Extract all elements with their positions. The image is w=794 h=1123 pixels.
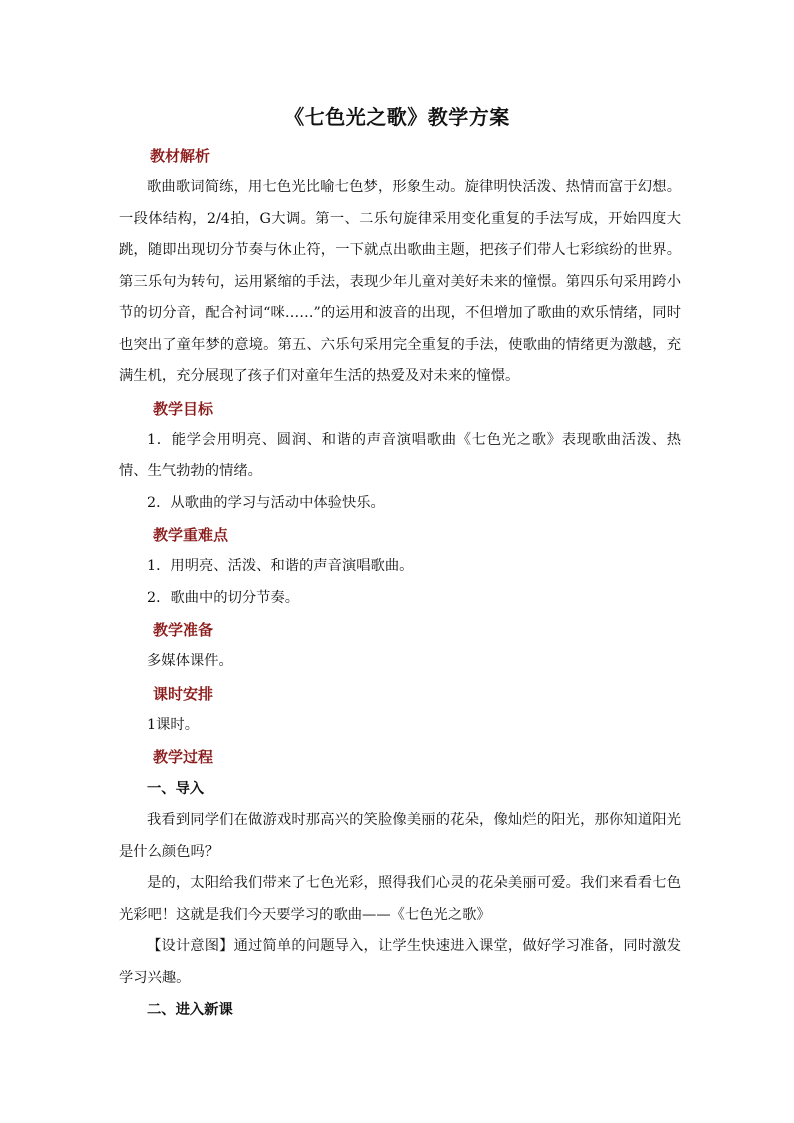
section-heading-schedule: 课时安排 <box>153 684 214 703</box>
analysis-paragraph: 歌曲歌词简练，用七色光比喻七色梦，形象生动。旋律明快活泼、热情而富于幻想。一段体结构，2/4拍，G大调。第一、二乐句旋律采用变化重复的手法写成，开始四度大跳，随即出现切分节奏与休止符，一下就点出歌曲主题，把孩子们带人七彩缤纷的世界。第三乐句为转句，运用紧缩的手法，表现少年儿童对美好未来的憧憬。第四乐句采用跨小节的切分音，配合衬词“咪……”的运用和波音的出现，不但增加了歌曲的欢乐情绪，同时也突出了童年梦的意境。第五、六乐句采用完全重复的手法，使歌曲的情绪更为激越，充满生机，充分展现了孩子们对童年生活的热爱及对未来的憧憬。 <box>119 179 681 384</box>
section-heading-goals: 教学目标 <box>153 399 214 418</box>
page-title: 《七色光之歌》教学方案 <box>284 105 510 129</box>
step-title-intro: 一、导入 <box>147 781 205 797</box>
keypoint-item-1: 1．用明亮、活泼、和谐的声音演唱歌曲。 <box>147 558 414 574</box>
section-heading-analysis: 教材解析 <box>150 147 211 165</box>
prep-paragraph: 多媒体课件。 <box>147 653 233 669</box>
design-intent-paragraph: 【设计意图】通过简单的问题导入，让学生快速进入课堂，做好学习准备，同时激发学习兴趣。 <box>119 938 681 986</box>
section-heading-process: 教学过程 <box>153 748 214 766</box>
keypoint-item-2: 2．歌曲中的切分节奏。 <box>147 589 300 606</box>
section-heading-prep: 教学准备 <box>153 621 214 639</box>
step-title-new-lesson: 二、进入新课 <box>147 1002 233 1018</box>
schedule-paragraph: 1课时。 <box>147 716 199 733</box>
document-body <box>119 140 681 1026</box>
goal-item-1: 1．能学会用明亮、圆润、和谐的声音演唱歌曲《七色光之歌》表现歌曲活泼、热情、生气勃勃的情绪。 <box>119 431 681 479</box>
intro-paragraph-2: 是的，太阳给我们带来了七色光彩，照得我们心灵的花朵美丽可爱。我们来看看七色光彩吧！这就是我们今天要学习的歌曲——《七色光之歌》 <box>119 875 681 923</box>
goal-item-2: 2．从歌曲的学习与活动中体验快乐。 <box>147 494 385 511</box>
intro-paragraph-1: 我看到同学们在做游戏时那高兴的笑脸像美丽的花朵，像灿烂的阳光，那你知道阳光是什么颜色吗？ <box>119 812 681 860</box>
section-heading-keypoints: 教学重难点 <box>153 526 229 544</box>
